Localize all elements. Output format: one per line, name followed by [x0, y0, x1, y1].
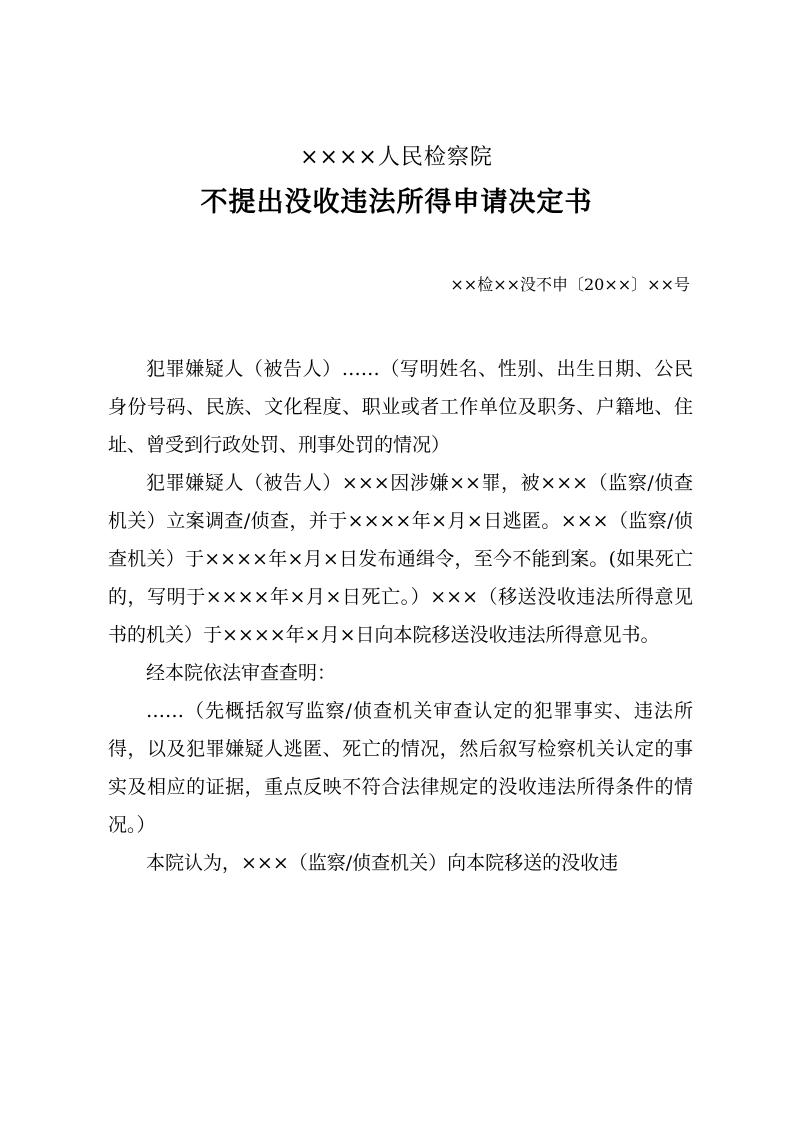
paragraph-findings: ……（先概括叙写监察/侦查机关审查认定的犯罪事实、违法所得，以及犯罪嫌疑人逃匿、死亡的情况，然后叙写检察机关认定的事实及相应的证据，重点反映不符合法律规定的没收违法所得条件的情况。） — [108, 700, 693, 836]
document-title: 不提出没收违法所得申请决定书 — [200, 187, 593, 218]
document-number: ××检××没不申〔20××〕××号 — [450, 275, 690, 294]
paragraph-conclusion: 本院认为，×××（监察/侦查机关）向本院移送的没收违 — [146, 852, 619, 874]
organization-title: ××××人民检察院 — [300, 145, 493, 170]
paragraph-review-intro: 经本院依法审查查明： — [146, 662, 337, 684]
document-body — [108, 350, 693, 882]
paragraph-suspect-info: 犯罪嫌疑人（被告人）……（写明姓名、性别、出生日期、公民身份号码、民族、文化程度、职业或者工作单位及职务、户籍地、住址、曾受到行政处罚、刑事处罚的情况） — [108, 358, 693, 456]
paragraph-case-background: 犯罪嫌疑人（被告人）×××因涉嫌××罪，被×××（监察/侦查机关）立案调查/侦查，并于××××年×月×日逃匿。×××（监察/侦查机关）于××××年×月×日发布通缉令，至今不能到案。(如果死亡的，写明于××××年×月×日死亡。）×××（移送没收违法所得意见书的机关）于××××年×月×日向本院移送没收违法所得意见书。 — [108, 472, 693, 646]
